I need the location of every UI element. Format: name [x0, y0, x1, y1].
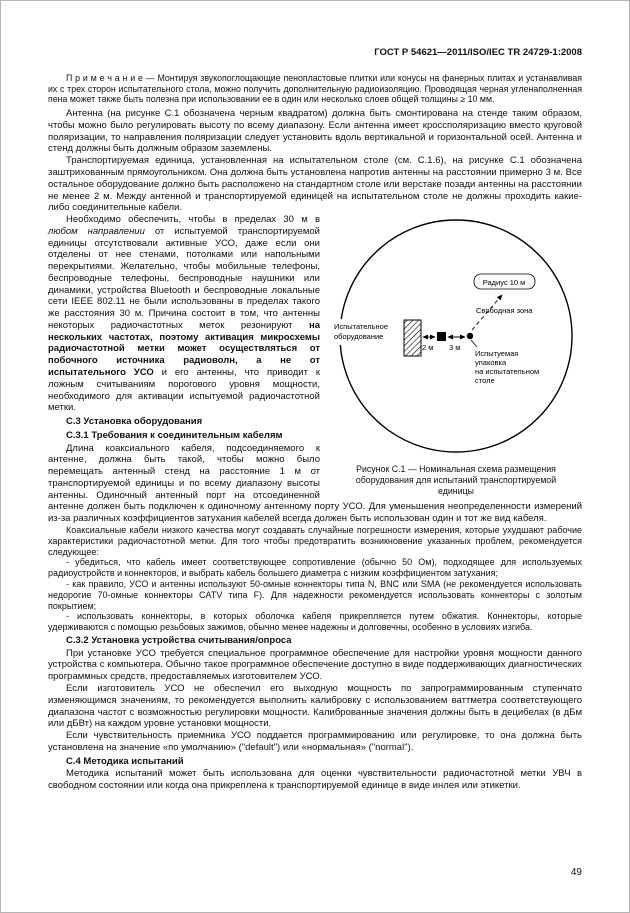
antenna-square — [437, 332, 446, 341]
equipment-label-line2: оборудование — [334, 332, 384, 342]
note-paragraph: П р и м е ч а н и е — Монтируя звукопоглощающие пенопластовые плитки или конусы на фанерных плитах и устанавливая их с трех сторон испытательного стола, можно получить дополнительную радиоизоляцию. Проводящая черная угленаполненная пена может также быть полезна при использовании ее в один или несколько слоев общей толщины ≥ 10 мм. — [48, 73, 582, 105]
package-label-line3: на испытательном — [475, 367, 540, 377]
paragraph-software: При установке УСО требуется специальное программное обеспечение для настройки уровня мощности данного устройства с компьютера. Обычно такое программное обеспечение доступно в виде поддерживающих диагностических программных средств, предоставляемых изготовителем УСО. — [48, 647, 582, 683]
paragraph-coax-quality: Коаксиальные кабели низкого качества могут создавать случайные погрешности измерения, которые ухудшают рабочие характеристики радиочастотной метки. Для того чтобы предотвратить возникновение указанных проблем, рекомендуется следующее: — [48, 524, 582, 557]
free-zone-label: Свободная зона — [476, 306, 533, 316]
package-label-line2: упаковка — [475, 358, 507, 368]
figure-caption: Рисунок С.1 — Номинальная схема размещения оборудования для испытаний транспортируемой единицы — [355, 464, 557, 497]
recommendations-block — [48, 525, 582, 633]
list-item-impedance: - убедиться, что кабель имеет соответствующее сопротивление (обычно 50 Ом), подходящее для используемых радиоустройств и коннекторов, и выбрать кабель большего диаметра с низким коэффициентом затухания; — [48, 557, 582, 579]
figure-c1 — [330, 216, 582, 497]
zone-text-bold: на нескольких частотах, поэтому активация микросхемы радиочастотной метки может осуществляться от побочного источника радиоволн, а не от испытательного УСО — [48, 319, 320, 378]
equipment-label-line1: Испытательное — [334, 322, 388, 332]
paragraph-cable-length: Длина коаксиального кабеля, подсоединяемого к антенне, должна быть такой, чтобы можно было перемещать антенный стенд на расстояние 1 м от транспортируемой единицы и по всему диапазону высоты антенны. Одиночный антенный порт на отсоединенной антенне должен быть подключен к одиночному антенному порту УСО. Для уменьшения неопределенности измерений из-за различных коэффициентов затухания кабелей всегда должен быть использован один и тот же вид кабеля. — [48, 442, 582, 525]
paragraph-calibration: Если изготовитель УСО не обеспечил его выходную мощность по запрограммированным ступенчато изменяющимся значениям, то рекомендуется выполнить калибровку с использованием ваттметра соответствующего диапазона частот с возможностью регулировки мощности. Калиброванные значения должны быть в децибелах (в дБм или дБВт) на каждом уровне установки мощности. — [48, 682, 582, 730]
zone-text-italic: любом направлении — [48, 225, 145, 237]
package-label-line4: столе — [475, 376, 495, 386]
package-label-line1: Испытуемая — [475, 349, 519, 359]
doc-header: ГОСТ Р 54621—2011/ISO/IEC TR 24729-1:2008 — [374, 47, 582, 58]
distance-2m-label: 2 м — [422, 343, 434, 353]
page-number: 49 — [570, 867, 582, 878]
zone-text-start: Необходимо обеспечить, чтобы в пределах 30 м в — [66, 214, 320, 226]
document-body — [48, 73, 582, 792]
zone-text-end: и его антенны, что приводит к ложным считываниям порогового уровня мощности, необходимого для активации испытуемой радиочастотной метки. — [48, 367, 320, 414]
package-dot — [467, 333, 473, 339]
paragraph-method: Методика испытаний может быть использована для оценки чувствительности радиочастотной метки УВЧ в свободном состоянии или когда она прикреплена к транспортируемой единице в виде инлея или этикетки. — [48, 768, 582, 792]
heading-c32: С.3.2 Установка устройства считывания/опроса — [66, 634, 292, 646]
distance-3m-label: 3 м — [449, 343, 461, 353]
heading-c31: С.3.1 Требования к соединительным кабелям — [66, 429, 283, 441]
package-leader-line — [471, 340, 477, 347]
figure-c1-diagram — [330, 216, 582, 456]
heading-c3: С.3 Установка оборудования — [66, 416, 203, 428]
list-item-crimp: - использовать коннекторы, в которых оболочка кабеля прикрепляется путем обжатия. Коннекторы, которые удерживаются с помощью резьбовых зажимов, обычно менее надежны и долговечны, особенно в условиях изгиба. — [48, 611, 582, 633]
list-item-connectors: - как правило, УСО и антенны используют 50-омные коннекторы типа N, BNC или SMA (не рекомендуется использовать недорогие 70-омные коннекторы CATV типа F). Для надежности рекомендуется использовать коннекторы с золотым покрытием; — [48, 578, 582, 611]
paragraph-transport-unit: Транспортируемая единица, установленная на испытательном столе (см. С.1.6), на рисунке С.1 обозначена заштрихованным прямоугольником. Она должна быть установлена напротив антенны на расстоянии примерно 3 м. Все остальное оборудование должно быть расположено на стандартном столе или верстаке позади антенны на расстоянии не менее 2 м. Между антенной и транспортируемой единицей на испытательном столе не должны проходить какие-либо соединительные кабели. — [48, 155, 582, 214]
paragraph-receiver: Если чувствительность приемника УСО поддается программированию или регулировке, то она должна быть установлена на значение «по умолчанию» ("default") или «нормальная» ("normal"). — [48, 730, 582, 753]
test-equipment-rect — [404, 320, 421, 356]
heading-c4: С.4 Методика испытаний — [66, 755, 184, 767]
zone-text-middle: от испытуемой транспортируемой единицы отсутствовали активные УСО, даже если они отделены от нее стенами, потолками или напольными перекрытиями. Желательно, чтобы мобильные телефоны, беспроводные телефоны, беспроводные наушники или динамики, устройства Bluetooth и беспроводные локальные сети IEEE 802.11 не были использованы в пределах такого же расстояния 30 м. Причина состоит в том, что антенны некоторых радиочастотных меток резонируют — [48, 225, 320, 331]
radius-label: Радиус 10 м — [482, 278, 526, 288]
paragraph-antenna: Антенна (на рисунке С.1 обозначена черным квадратом) должна быть смонтирована на стенде таким образом, чтобы можно было регулировать высоту по всему диапазону. Если антенна имеет кроссполяризацию вместо круговой поляризации, то направления поляризации следует установить вдоль вертикальной и горизонтальной осей. Антенна и стенд должны быть должным образом заземлены. — [48, 108, 582, 155]
